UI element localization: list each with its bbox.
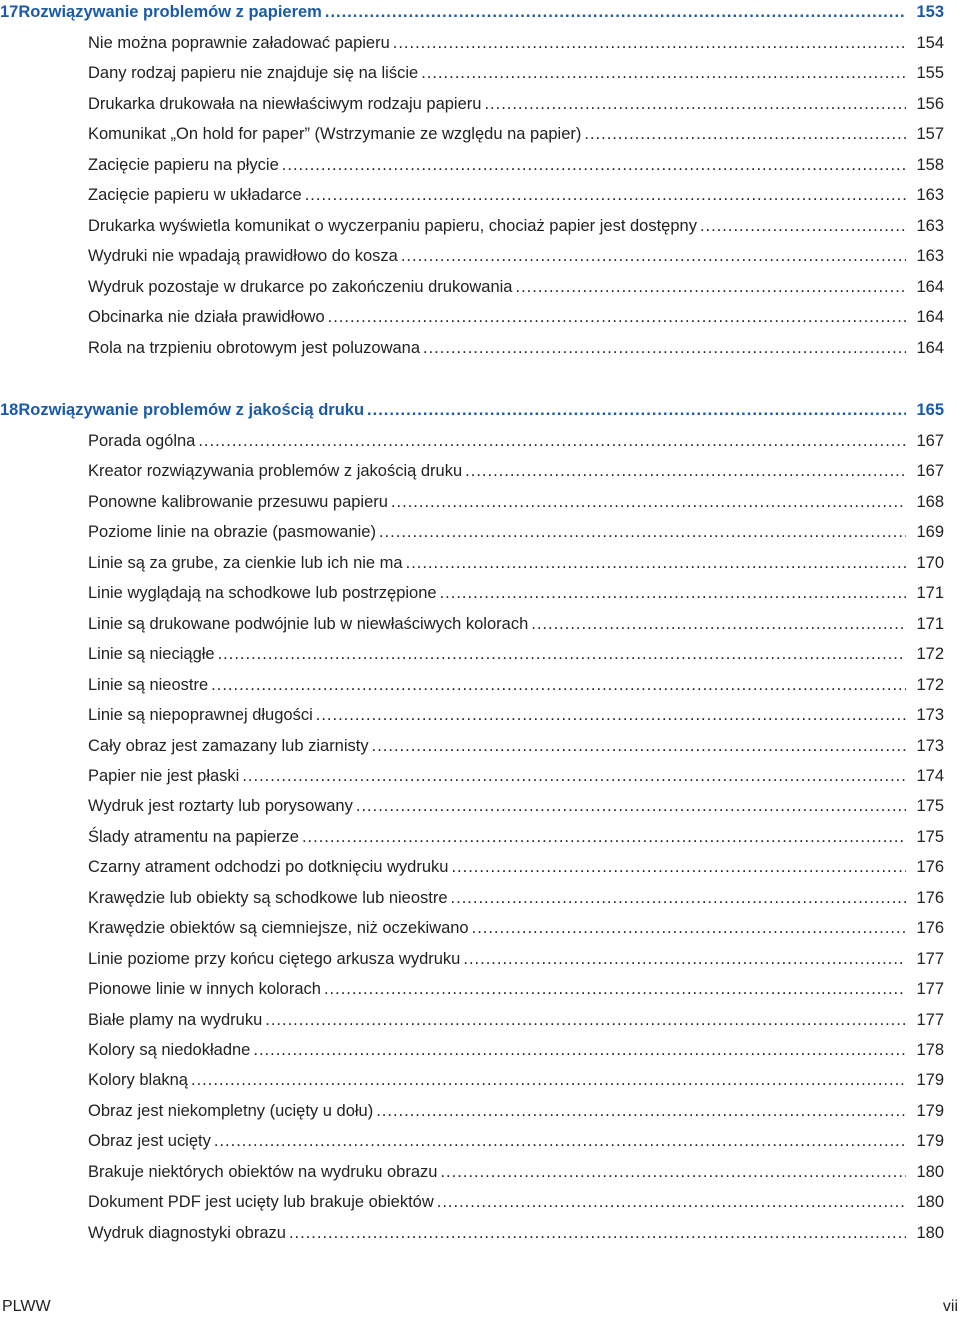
dot-leader	[451, 855, 906, 879]
toc-entry-page-number: 177	[916, 1010, 944, 1029]
toc-entry-title: Brakuje niektórych obiektów na wydruku obrazu	[88, 1162, 438, 1181]
toc-entry-title: Linie poziome przy końcu ciętego arkusza wydruku	[88, 949, 461, 968]
toc-entry-page-number: 175	[916, 827, 944, 846]
chapter-number: 18	[0, 401, 19, 419]
toc-entry-page-number: 176	[916, 858, 944, 877]
toc-entry-page-number: 179	[916, 1132, 944, 1151]
dot-leader	[421, 61, 906, 85]
chapter-page-number: 153	[916, 3, 944, 21]
toc-entry-title: Papier nie jest płaski	[88, 766, 240, 785]
toc-entry[interactable]	[88, 336, 944, 360]
toc-entry-page-number: 179	[916, 1101, 944, 1120]
toc-entry-page-number: 174	[916, 766, 944, 785]
dot-leader	[437, 1190, 906, 1214]
toc-entry-title: Białe plamy na wydruku	[88, 1010, 263, 1029]
toc-entry-page-number: 164	[916, 277, 944, 296]
toc-entry-title: Komunikat „On hold for paper” (Wstrzymanie ze względu na papier)	[88, 125, 582, 144]
dot-leader	[451, 886, 906, 910]
toc-entry[interactable]	[88, 612, 944, 636]
dot-leader	[191, 1068, 906, 1092]
toc-entry-page-number: 172	[916, 645, 944, 664]
toc-entry[interactable]	[88, 642, 944, 666]
dot-leader	[484, 92, 906, 116]
toc-entry[interactable]	[88, 764, 944, 788]
dot-leader	[379, 520, 906, 544]
dot-leader	[391, 490, 906, 514]
toc-entry-title: Czarny atrament odchodzi po dotknięciu wydruku	[88, 858, 449, 877]
toc-entry-title: Kolory blakną	[88, 1071, 188, 1090]
toc-entry-title: Nie można poprawnie załadować papieru	[88, 34, 390, 52]
dot-leader	[584, 122, 906, 146]
toc-entry-page-number: 180	[916, 1193, 944, 1212]
toc-entry-page-number: 157	[916, 125, 944, 144]
toc-entry-page-number: 169	[916, 523, 944, 542]
toc-entry[interactable]	[88, 214, 944, 238]
dot-leader	[356, 794, 906, 818]
toc-entry[interactable]	[88, 275, 944, 299]
dot-leader	[700, 214, 906, 238]
toc-entry[interactable]	[88, 1068, 944, 1092]
chapter-heading[interactable]	[0, 0, 944, 24]
toc-entry-title: Krawędzie obiektów są ciemniejsze, niż oczekiwano	[88, 919, 469, 938]
dot-leader	[472, 916, 906, 940]
dot-leader	[324, 977, 906, 1001]
toc-entry-page-number: 163	[916, 216, 944, 235]
toc-entry-title: Linie są nieostre	[88, 675, 209, 694]
toc-entry[interactable]	[88, 429, 944, 453]
toc-entry-page-number: 176	[916, 919, 944, 938]
dot-leader	[463, 947, 906, 971]
toc-entry-title: Zacięcie papieru w układarce	[88, 186, 302, 205]
toc-entry[interactable]	[88, 61, 944, 85]
toc-entry-page-number: 156	[916, 94, 944, 113]
toc-entry-page-number: 163	[916, 186, 944, 205]
toc-entry-title: Wydruki nie wpadają prawidłowo do kosza	[88, 247, 398, 266]
toc-entry[interactable]	[88, 1221, 944, 1245]
dot-leader	[406, 551, 906, 575]
toc-entry-title: Obraz jest ucięty	[88, 1132, 211, 1151]
toc-entry-page-number: 180	[916, 1162, 944, 1181]
toc-entry[interactable]	[88, 490, 944, 514]
toc-entry-title: Linie są niepoprawnej długości	[88, 706, 313, 725]
dot-leader	[393, 31, 906, 55]
chapter-title: Rozwiązywanie problemów z jakością druku	[18, 401, 365, 419]
dot-leader	[242, 764, 906, 788]
toc-entry-title: Wydruk diagnostyki obrazu	[88, 1223, 286, 1242]
toc-entry[interactable]	[88, 92, 944, 116]
toc-entry-title: Dokument PDF jest ucięty lub brakuje obiektów	[88, 1193, 434, 1212]
toc-entry[interactable]	[88, 886, 944, 910]
toc-entry[interactable]	[88, 1160, 944, 1184]
toc-entry-page-number: 173	[916, 706, 944, 725]
toc-entry-title: Poziome linie na obrazie (pasmowanie)	[88, 523, 376, 542]
dot-leader	[282, 153, 906, 177]
toc-entry[interactable]	[88, 183, 944, 207]
toc-entry-title: Obraz jest niekompletny (ucięty u dołu)	[88, 1101, 374, 1120]
dot-leader	[265, 1008, 906, 1032]
toc-entry-page-number: 158	[916, 155, 944, 174]
toc-entry-title: Ślady atramentu na papierze	[88, 827, 299, 846]
dot-leader	[372, 734, 906, 758]
dot-leader	[325, 0, 906, 24]
toc-entry[interactable]	[88, 855, 944, 879]
toc-entry-page-number: 155	[916, 64, 944, 83]
dot-leader	[376, 1099, 906, 1123]
footer-page-number: vii	[942, 1298, 958, 1315]
dot-leader	[440, 581, 906, 605]
dot-leader	[218, 642, 906, 666]
toc-entry-title: Pionowe linie w innych kolorach	[88, 980, 321, 999]
dot-leader	[531, 612, 906, 636]
chapter-page-number: 165	[916, 401, 944, 419]
dot-leader	[367, 398, 906, 422]
chapter-heading[interactable]	[0, 398, 944, 422]
toc-entry-page-number: 172	[916, 675, 944, 694]
toc-entry[interactable]	[88, 31, 944, 55]
toc-entry[interactable]	[88, 947, 944, 971]
dot-leader	[302, 825, 906, 849]
toc-entry[interactable]	[88, 734, 944, 758]
toc-entry-page-number: 171	[916, 584, 944, 603]
dot-leader	[289, 1221, 906, 1245]
toc-entry-page-number: 168	[916, 492, 944, 511]
toc-entry[interactable]	[88, 1099, 944, 1123]
dot-leader	[305, 183, 906, 207]
dot-leader	[516, 275, 907, 299]
toc-entry-title: Linie są za grube, za cienkie lub ich nie ma	[88, 553, 403, 572]
toc-entry[interactable]	[88, 551, 944, 575]
toc-entry-title: Kreator rozwiązywania problemów z jakością druku	[88, 462, 463, 481]
toc-entry-title: Dany rodzaj papieru nie znajduje się na liście	[88, 64, 419, 83]
footer-section-label: PLWW	[2, 1298, 51, 1315]
toc-entry-page-number: 167	[916, 432, 944, 450]
toc-entry[interactable]	[88, 916, 944, 940]
chapter-title: Rozwiązywanie problemów z papierem	[18, 3, 322, 21]
toc-entry-page-number: 179	[916, 1071, 944, 1090]
dot-leader	[316, 703, 906, 727]
toc-entry[interactable]	[88, 1008, 944, 1032]
toc-entry-page-number: 180	[916, 1223, 944, 1242]
toc-entry-page-number: 171	[916, 614, 944, 633]
dot-leader	[440, 1160, 906, 1184]
toc-entry-title: Drukarka wyświetla komunikat o wyczerpaniu papieru, chociaż papier jest dostępny	[88, 216, 697, 235]
toc-entry-title: Krawędzie lub obiekty są schodkowe lub nieostre	[88, 888, 448, 907]
toc-entry[interactable]	[88, 703, 944, 727]
toc-entry[interactable]	[88, 977, 944, 1001]
toc-entry-title: Cały obraz jest zamazany lub ziarnisty	[88, 736, 369, 755]
toc-entry-page-number: 176	[916, 888, 944, 907]
toc-entry[interactable]	[88, 581, 944, 605]
toc-entry-page-number: 177	[916, 980, 944, 999]
toc-entry-page-number: 175	[916, 797, 944, 816]
toc-entry-title: Zacięcie papieru na płycie	[88, 155, 279, 174]
toc-entry[interactable]	[88, 122, 944, 146]
toc-entry-title: Linie są nieciągłe	[88, 645, 215, 664]
toc-entry-title: Kolory są niedokładne	[88, 1041, 251, 1059]
dot-leader	[465, 459, 906, 483]
dot-leader	[198, 429, 906, 453]
toc-entry-title: Linie wyglądają na schodkowe lub postrzępione	[88, 584, 437, 603]
dot-leader	[423, 336, 906, 360]
toc-entry-page-number: 173	[916, 736, 944, 755]
toc-entry-title: Wydruk jest roztarty lub porysowany	[88, 797, 353, 816]
toc-entry-title: Drukarka drukowała na niewłaściwym rodzaju papieru	[88, 94, 482, 113]
toc-entry-title: Rola na trzpieniu obrotowym jest poluzowana	[88, 338, 421, 357]
toc-entry-page-number: 154	[916, 34, 944, 52]
toc-entry[interactable]	[88, 825, 944, 849]
toc-entry-title: Wydruk pozostaje w drukarce po zakończeniu drukowania	[88, 277, 513, 296]
dot-leader	[211, 673, 906, 697]
toc-entry[interactable]	[88, 794, 944, 818]
toc-entry-title: Porada ogólna	[88, 432, 196, 450]
dot-leader	[401, 244, 906, 268]
toc-entry[interactable]	[88, 1038, 944, 1062]
toc-entry[interactable]	[88, 520, 944, 544]
toc-entry[interactable]	[88, 1129, 944, 1153]
toc-entry[interactable]	[88, 459, 944, 483]
toc-entry-page-number: 167	[916, 462, 944, 481]
dot-leader	[214, 1129, 906, 1153]
chapter-number: 17	[0, 3, 19, 21]
dot-leader	[328, 305, 906, 329]
toc-entry-title: Obcinarka nie działa prawidłowo	[88, 308, 325, 327]
dot-leader	[253, 1038, 906, 1062]
toc-entry-page-number: 164	[916, 308, 944, 327]
toc-entry[interactable]	[88, 1190, 944, 1214]
toc-entry-page-number: 177	[916, 949, 944, 968]
toc-entry[interactable]	[88, 673, 944, 697]
toc-entry-page-number: 170	[916, 553, 944, 572]
toc-entry-page-number: 164	[916, 338, 944, 357]
toc-entry[interactable]	[88, 305, 944, 329]
toc-entry-title: Ponowne kalibrowanie przesuwu papieru	[88, 492, 388, 511]
toc-entry[interactable]	[88, 244, 944, 268]
toc-entry[interactable]	[88, 153, 944, 177]
toc-entry-title: Linie są drukowane podwójnie lub w niewłaściwych kolorach	[88, 614, 529, 633]
toc-entry-page-number: 163	[916, 247, 944, 266]
toc-entry-page-number: 178	[916, 1041, 944, 1059]
